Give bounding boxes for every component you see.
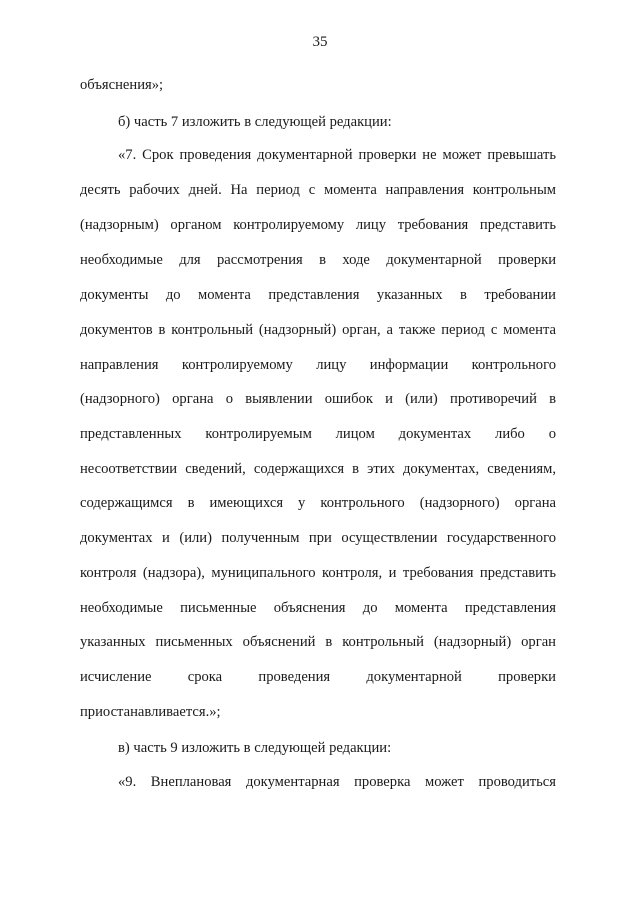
text-line: приостанавливается.»;	[80, 704, 221, 720]
text-line: (надзорным) органом контролируемому лицу требования представить	[80, 217, 556, 233]
text-line: направления контролируемому лицу информации контрольного	[80, 357, 556, 373]
text-line: несоответствии сведений, содержащихся в этих документах, сведениям,	[80, 461, 556, 477]
text-line: контроля (надзора), муниципального контроля, и требования представить	[80, 565, 556, 581]
text-line: объяснения»;	[80, 77, 164, 93]
text-line: документов в контрольный (надзорный) орган, а также период с момента	[80, 322, 556, 338]
text-line: исчисление срока проведения документарной проверки	[80, 669, 556, 685]
text-line: «7. Срок проведения документарной проверки не может превышать	[118, 147, 556, 163]
text-line: указанных письменных объяснений в контрольный (надзорный) орган	[80, 634, 556, 650]
page-number: 35	[312, 34, 328, 50]
text-line: необходимые письменные объяснения до момента представления	[80, 600, 556, 616]
text-line: в) часть 9 изложить в следующей редакции:	[118, 740, 392, 756]
text-line: б) часть 7 изложить в следующей редакции:	[118, 114, 392, 130]
text-line: (надзорного) органа о выявлении ошибок и (или) противоречий в	[80, 391, 556, 407]
text-line: «9. Внеплановая документарная проверка может проводиться	[118, 774, 556, 790]
text-line: представленных контролируемым лицом документах либо о	[80, 426, 556, 442]
text-line: необходимые для рассмотрения в ходе документарной проверки	[80, 252, 556, 268]
text-line: десять рабочих дней. На период с момента направления контрольным	[80, 182, 556, 198]
text-line: содержащимся в имеющихся у контрольного (надзорного) органа	[80, 495, 556, 511]
text-line: документы до момента представления указанных в требовании	[80, 287, 556, 303]
text-line: документах и (или) полученным при осуществлении государственного	[80, 530, 556, 546]
